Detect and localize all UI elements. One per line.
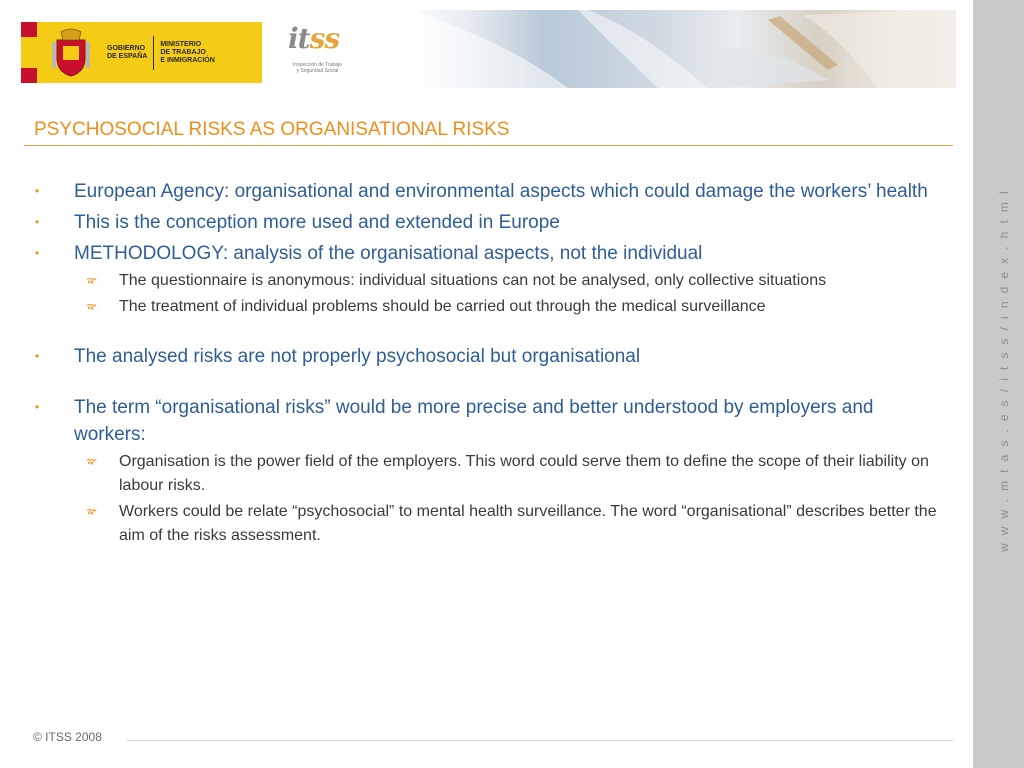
itss-logo-subtitle: Inspección de Trabajo y Seguridad Social [293,62,342,74]
bullet-dot-icon: • [35,184,40,198]
sub-bullet-marker-icon: ఞ [87,506,97,517]
bullet-dot-icon: • [35,349,40,363]
gov-logo-line: DE TRABAJO [160,48,206,56]
header-photo [408,10,956,88]
gov-logo-line: MINISTERIO [160,40,202,48]
gov-logo-divider [153,36,154,70]
coat-of-arms-icon [37,22,105,83]
gobierno-espana-logo [21,22,262,83]
sub-bullet-marker-icon: ఞ [87,275,97,286]
footer-rule [126,740,953,741]
gov-logo-line: DE ESPAÑA [107,52,148,60]
itss-logo [280,22,355,84]
gov-logo-line: GOBIERNO [107,44,146,52]
sub-bullet-text: Workers could be relate “psychosocial” to mental health surveillance. The word “organisational” describes better the aim of the risks assessment. [119,503,937,544]
bullet-text: The term “organisational risks” would be more precise and better understood by employers and workers: [74,397,874,445]
bullet-text: This is the conception more used and extended in Europe [74,212,560,233]
sub-bullet-item [30,295,945,319]
sub-bullet-marker-icon: ఞ [87,301,97,312]
title-rule [24,145,953,146]
sub-bullet-item [30,500,945,548]
gov-logo-text [105,22,215,83]
sub-bullet-marker-icon: ఞ [87,456,97,467]
bullet-item [30,178,945,205]
bullet-dot-icon: • [35,246,40,260]
sidebar-url: www.mtas.es/itss/index.html [997,183,1011,552]
bullet-text: METHODOLOGY: analysis of the organisational aspects, not the individual [74,243,703,264]
bullet-text: European Agency: organisational and environmental aspects which could damage the workers’ health [74,181,928,202]
spain-flag-icon [21,22,37,83]
bullet-item [30,394,945,448]
gov-logo-line: E INMIGRACIÓN [160,56,215,64]
itss-logo-word: itss [288,22,340,55]
footer-copyright: © ITSS 2008 [33,730,102,744]
bullet-item [30,343,945,370]
bullet-dot-icon: • [35,215,40,229]
bullet-item [30,240,945,267]
bullet-item [30,209,945,236]
sub-bullet-item [30,269,945,293]
slide-content [30,178,945,548]
slide-title: PSYCHOSOCIAL RISKS AS ORGANISATIONAL RISKS [34,119,510,140]
bullet-dot-icon: • [35,400,40,414]
sub-bullet-text: The treatment of individual problems should be carried out through the medical surveillance [119,298,766,315]
bullet-text: The analysed risks are not properly psychosocial but organisational [74,346,641,367]
sub-bullet-text: The questionnaire is anonymous: individual situations can not be analysed, only collective situations [119,272,827,289]
sub-bullet-text: Organisation is the power field of the employers. This word could serve them to define the scope of their liability on labour risks. [119,453,929,494]
sub-bullet-item [30,450,945,498]
